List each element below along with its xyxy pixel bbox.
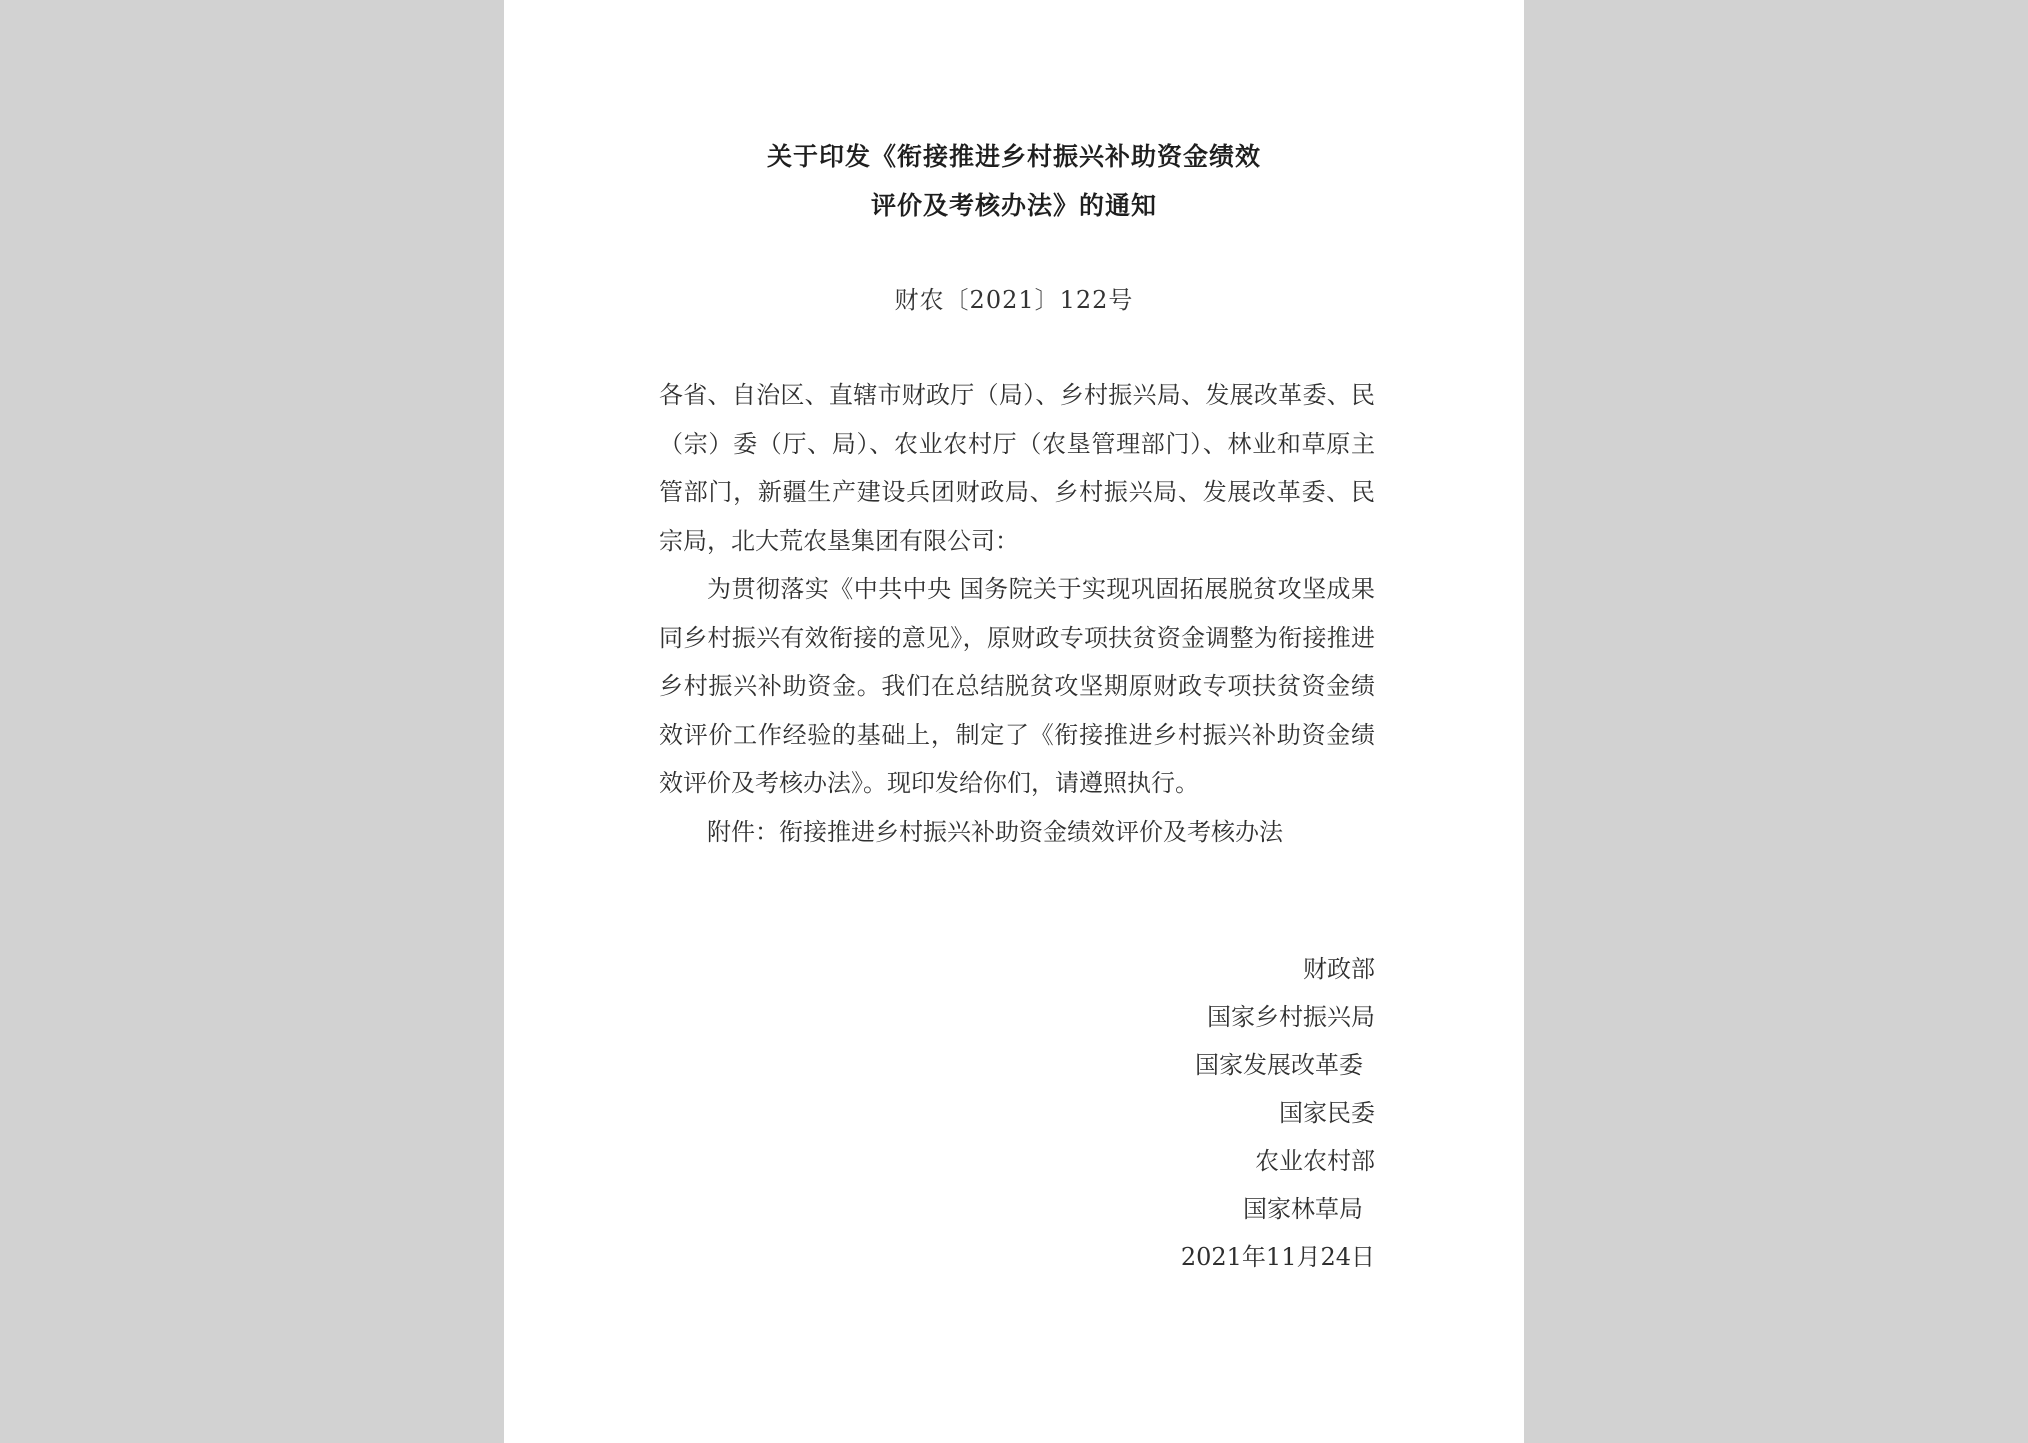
signatory-agriculture: 农业农村部: [1255, 1147, 1375, 1175]
signatory-ndrc: 国家发展改革委: [1195, 1051, 1363, 1079]
attachment-line: 附件：衔接推进乡村振兴补助资金绩效评价及考核办法: [707, 817, 1283, 846]
body-paragraph: 为贯彻落实《中共中央 国务院关于实现巩固拓展脱贫攻坚成果同乡村振兴有效衔接的意见》，原财政专项扶贫资金调整为衔接推进乡村振兴补助资金。我们在总结脱贫攻坚期原财政专项扶贫资金绩效评价工作经验的基础上，制定了《衔接推进乡村振兴补助资金绩效评价及考核办法》。现印发给你们，请遵照执行。: [659, 575, 1375, 797]
signatory-ethnic-affairs: 国家民委: [1279, 1099, 1375, 1127]
document-page: [504, 0, 1524, 1443]
document-title-line-1: 关于印发《衔接推进乡村振兴补助资金绩效: [766, 142, 1261, 171]
signature-block: [659, 945, 1375, 1281]
signatory-forestry: 国家林草局: [1243, 1195, 1363, 1223]
document-body: [659, 371, 1375, 856]
signatory-rural-revitalization: 国家乡村振兴局: [1207, 1003, 1375, 1031]
addressees: 各省、自治区、直辖市财政厅（局）、乡村振兴局、发展改革委、民（宗）委（厅、局）、农业农村厅（农垦管理部门）、林业和草原主管部门，新疆生产建设兵团财政局、乡村振兴局、发展改革委、民宗局，北大荒农垦集团有限公司：: [659, 381, 1375, 555]
signatory-ministry-of-finance: 财政部: [1303, 955, 1375, 983]
document-number: 财农〔2021〕122号: [894, 286, 1134, 314]
document-title-line-2: 评价及考核办法》的通知: [870, 191, 1157, 220]
document-date: 2021年11月24日: [1180, 1243, 1375, 1271]
